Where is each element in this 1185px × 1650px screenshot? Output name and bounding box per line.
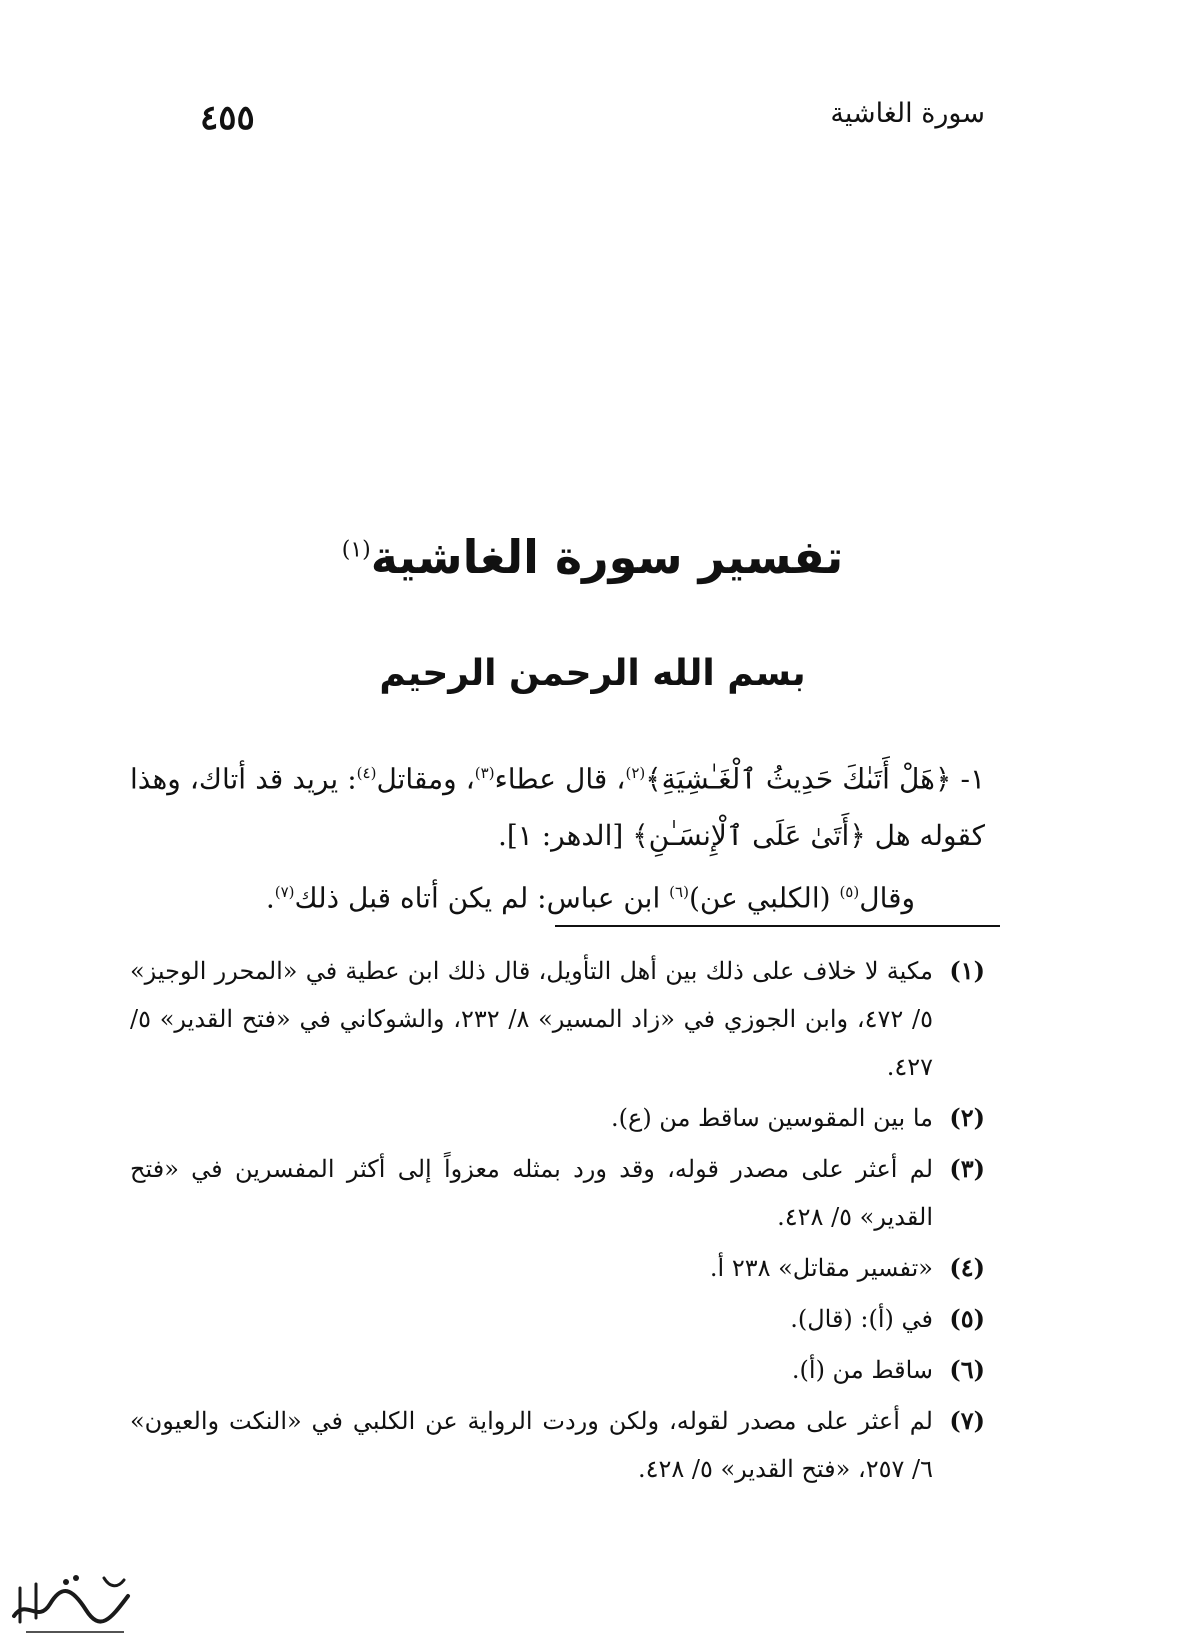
main-text — [130, 745, 985, 927]
text-segment: وقال — [859, 881, 915, 915]
footnote-number: (٣) — [949, 1154, 985, 1183]
paragraph-2 — [130, 864, 985, 926]
footnote — [130, 1244, 985, 1292]
footnote-ref-4: (٤) — [356, 764, 377, 782]
verse-number: ١- ﴿ — [934, 762, 985, 796]
text-segment: ، ومقاتل — [376, 762, 475, 796]
footnote-text: لم أعثر على مصدر قوله، وقد ورد بمثله معزواً إلى أكثر المفسرين في «فتح القدير» ٥/ ٤٢٨. — [130, 1155, 934, 1231]
footnote-ref-2: (٢) — [625, 764, 646, 782]
text-segment: ابن عباس: لم يكن أتاه قبل ذلك — [294, 881, 670, 915]
footnote — [130, 1145, 985, 1241]
footnote-ref-7: (٧) — [274, 883, 295, 902]
footnote-number: (٤) — [949, 1253, 985, 1282]
page-number: ٤٥٥ — [200, 98, 255, 138]
text-segment: ﴾ [الدهر: ١]. — [497, 819, 649, 853]
footnote-text: مكية لا خلاف على ذلك بين أهل التأويل، قال ذلك ابن عطية في «المحرر الوجيز» ٥/ ٤٧٢، وابن الجوزي في «زاد المسير» ٨/ ٢٣٢، والشوكاني في «فتح القدير» ٥/ ٤٢٧. — [130, 957, 934, 1081]
library-stamp-logo — [6, 1558, 136, 1640]
title-footnote-ref: (١) — [341, 537, 371, 563]
text-segment: . — [265, 881, 275, 915]
quran-verse: هَلْ أَتَىٰكَ حَدِيثُ ٱلْغَـٰشِيَةِ — [661, 762, 935, 796]
surah-title-text: تفسير سورة الغاشية — [370, 530, 844, 584]
footnote-number: (٢) — [949, 1103, 985, 1132]
basmala: بسم الله الرحمن الرحيم — [379, 653, 806, 694]
footnote — [130, 1094, 985, 1142]
quran-bracket: ﴾ — [645, 762, 662, 796]
footnote-number: (٦) — [949, 1355, 985, 1384]
footnote-text: «تفسير مقاتل» ٢٣٨ أ. — [709, 1254, 933, 1282]
footnote-text: في (أ): (قال). — [790, 1305, 933, 1333]
footnote-ref-3: (٣) — [474, 764, 495, 782]
quran-verse-quote: أَتَىٰ عَلَى ٱلْإِنسَـٰنِ — [648, 819, 850, 853]
running-title: سورة الغاشية — [830, 98, 985, 129]
footnote-text: ما بين المقوسين ساقط من (ع). — [611, 1104, 933, 1132]
footnote — [130, 1346, 985, 1394]
footnote-number: (١) — [949, 956, 985, 985]
text-segment: ، قال عطاء — [494, 762, 626, 796]
footnote — [130, 1397, 985, 1493]
text-segment: (الكلبي عن) — [688, 881, 840, 915]
footnote-text: ساقط من (أ). — [791, 1356, 933, 1384]
text-segment: : يريد قد أتاك، وهذا كقوله هل ﴿ — [130, 762, 985, 853]
footnote-ref-5: (٥) — [839, 883, 860, 902]
paragraph-verse-1 — [130, 745, 985, 864]
footnote — [130, 947, 985, 1091]
footnote-text: لم أعثر على مصدر لقوله، ولكن وردت الرواية عن الكلبي في «النكت والعيون» ٦/ ٢٥٧، «فتح القدير» ٥/ ٤٢٨. — [130, 1407, 933, 1483]
footnote-number: (٧) — [949, 1406, 985, 1435]
footnote-separator — [555, 925, 1000, 927]
footnotes — [130, 947, 985, 1496]
footnote-number: (٥) — [949, 1304, 985, 1333]
footnote — [130, 1295, 985, 1343]
footnote-ref-6: (٦) — [669, 883, 689, 902]
surah-title — [0, 530, 1185, 584]
